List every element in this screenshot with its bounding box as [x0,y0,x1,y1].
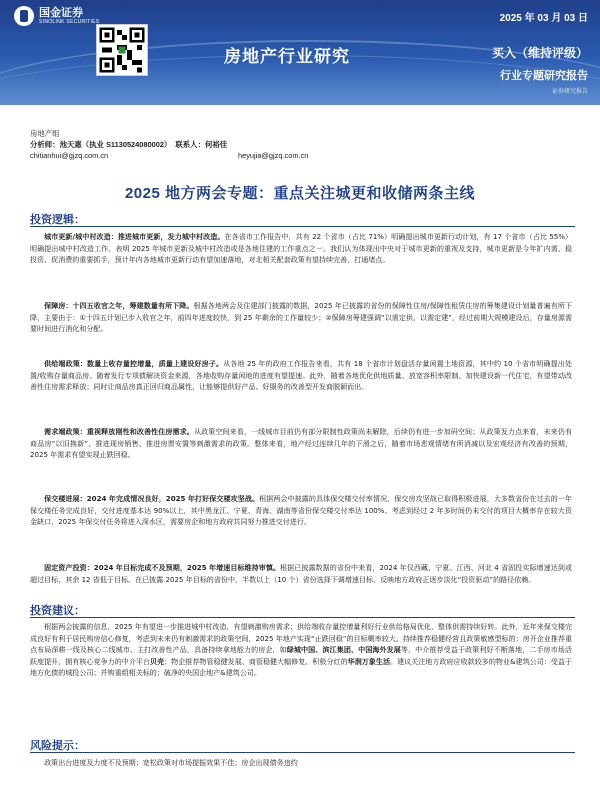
paragraph-demand-policy [30,426,572,461]
paragraph-lead: 城市更新/城中村改造：推进城市更新，发力城中村改造。 [44,232,225,241]
email-row [30,150,309,161]
section-heading-investment-advice: 投资建议： [30,605,85,617]
report-date: 2025 年 03 月 03 日 [499,13,588,24]
paragraph-body: 从各地 25 年的政府工作报告来看，共有 18 个省市计划盘活存量闲置土地资源，其中约 10 个省市明确提出处置/收购存量商品房。随着发行专项债解决资金来源，各地收购存量闲地的进度有望提速。此外，随着各地优化供地质量、放宽容积率限制、加快建设新一代住宅，有望带动改善性住房需求释放；同时让商品房真正回归商品属性，让能够提供好产品、好服务的改善型开发商脱颖而出。 [30,359,572,392]
section-divider [30,617,575,618]
qr-code-icon [96,24,148,76]
section-heading-investment-logic: 投资逻辑： [30,214,85,226]
paragraph-investment-advice: 根据两会披露的信息，2025 年有望进一步推进城中村改造，有望刺激购房需求；供给端收存量控增量利好行业供给格局优化，整体供需持续好转。此外，近年来保交楼完成良好有利于居民购房信心修复，考虑到未来仍有刺激需求的政策空间，2025 年地产实现“止跌回稳”的目标概率较大。持续推荐稳健经营且政策敏感型标的：房开企业推荐重点布局深耕一线及核心二线城市、主打改善性产品，具备持续拿地能力的房企，如绿城中国、滨江集团、中国海外发展等，中介推荐受益于政策利好不断落地，二手房市场活跃度提升，拥有核心竞争力的中介平台贝壳；物企推荐物管稳健发展、商管稳健大幅修复、积极分红的华润万象生活。建议关注地方政府应收款较多的物业&建筑公司：受益于地方化债的城投公司；并购重组相关标的；破净的央国企地产&建筑公司。 [30,622,572,678]
paragraph-urban-renewal [30,231,572,266]
logo-name-cn: 国金证券 [39,6,83,19]
author-info [30,128,309,161]
paragraph-body: 在各省市工作报告中，共有 22 个省市（占比 71%）明确提出城市更新行动计划，有 17 个省市（占比 55%）明确提出城中村改造工作，表明 2025 年城市更新及城中村改造或是各地住建的工作重点之一。我们认为体现出中央对于城市更新的重视及支持，城市更新是今年扩内需、稳投资、促消费的重要抓手，预计年内各地城市更新行动有望加速落地，对北相关配套政策有望持续完善，打通堵点。 [30,232,573,265]
paragraph-body: 根据各地两会及住建部门披露的数据，2025 年已披露的省份的保障性住房/保障性租赁住房的筹集建设计划量普遍有所下降，主要由于：①十四五计划已步入收官之年，前四年进度较快，到 25 年剩余的工作量较少；②保障房筹建强调“以需定供、以需定建”，经过前期大规模建设后，存量房源需要时间进行消化和分配。 [30,301,572,334]
paragraph-affordable-housing [30,300,572,335]
paragraph-risk: 政策出台进度及力度不及预期；宽松政策对市场提振效果不佳；房企出现债务违约 [44,758,298,767]
paragraph-body: 根据两会中披露的具体保交楼交付率情况，保交房攻坚战已取得积极进展，大多数省份在过去的一年保交楼任务完成良好，交付进度基本达 90%以上，其中黑龙江、宁夏、青海、湖南等省份保交楼交付率达 100%。考虑到经过 2 年多时间仍未交付的项目大概率存在较大资金缺口，2025 年保交付任务将进入深水区，需要房企和地方政府共同努力推进交付进行。 [30,494,572,527]
contact-label: 联系人： [175,140,205,149]
report-industry-title: 房地产行业研究 [224,47,350,66]
paragraph-supply-policy [30,358,572,393]
paragraph-fixed-investment [30,562,572,585]
team-name: 房地产组 [30,129,60,138]
company-logo [14,6,99,26]
rating-badge: 买入（维持评级） [491,46,588,60]
paragraph-lead: 需求端政策：重视释放刚性和改善性住房需求。 [44,427,194,436]
contact-name: 何裕佳 [204,140,228,149]
analyst-row [30,139,227,150]
analyst-label: 分析师： [30,140,60,149]
paragraph-lead: 固定资产投资：2024 年目标完成不及预期，2025 年增速目标维持审慎。 [44,563,281,572]
highlight-stocks: 华润万象生活 [347,656,391,666]
report-type: 行业专题研究报告 [500,70,588,82]
report-main-title: 2025 地方两会专题：重点关注城更和收储两条主线 [124,185,476,202]
report-header [0,0,600,105]
contact-email[interactable]: heyujia@gjzq.com.cn [238,151,309,160]
paragraph-lead: 供给端政策：数量上收存量控增量，质量上建设好房子。 [44,359,224,368]
highlight-stocks: 绿城中国、滨江集团、中国海外发展 [286,645,401,655]
highlight-stocks: 贝壳 [150,656,165,666]
analyst-name: 池天惠（执业 S1130524080002） [59,140,172,149]
analyst-email[interactable]: chitianhui@gjzq.com.cn [30,151,109,160]
paragraph-lead: 保交楼进展：2024 年完成情况良好，2025 年打好保交楼攻坚战。 [44,494,260,503]
paragraph-lead: 保障房：十四五收官之年，筹建数量有所下降。 [44,301,194,310]
logo-icon [14,6,34,26]
logo-name-en: SINOLINK SECURITIES [39,18,100,25]
section-divider [30,226,575,227]
report-category: 证券研究报告 [551,89,588,95]
section-heading-risk: 风险提示： [30,740,85,752]
paragraph-delivery-progress [30,493,572,528]
section-divider [30,752,575,753]
paragraph-body: 从政策空间来看，一线城市目前仍有部分限制性政策尚未解除，后续仍有进一步加码空间；从政策发力点来看，未来仍有商品房“以旧换新”、推进现房销售、推进房票安置等刺激需求的政策。整体来看，地产经过连续几年的下滑之后，随着市场悲观情绪有所消减以及宏观经济有改善的预期，2025 年需求有望实现止跌回稳。 [30,427,572,460]
paragraph-body: 根据已披露数据的省份中来看，2024 年仅西藏、宁夏、江西、河北 4 省固投实际增速达到或超过目标，其余 12 省低于目标。在已披露 2025 年目标的省份中，半数以上（10 个）省份选择下调增速目标，反映地方政府正逐步淡化“投资驱动”的路径依赖。 [30,563,573,584]
